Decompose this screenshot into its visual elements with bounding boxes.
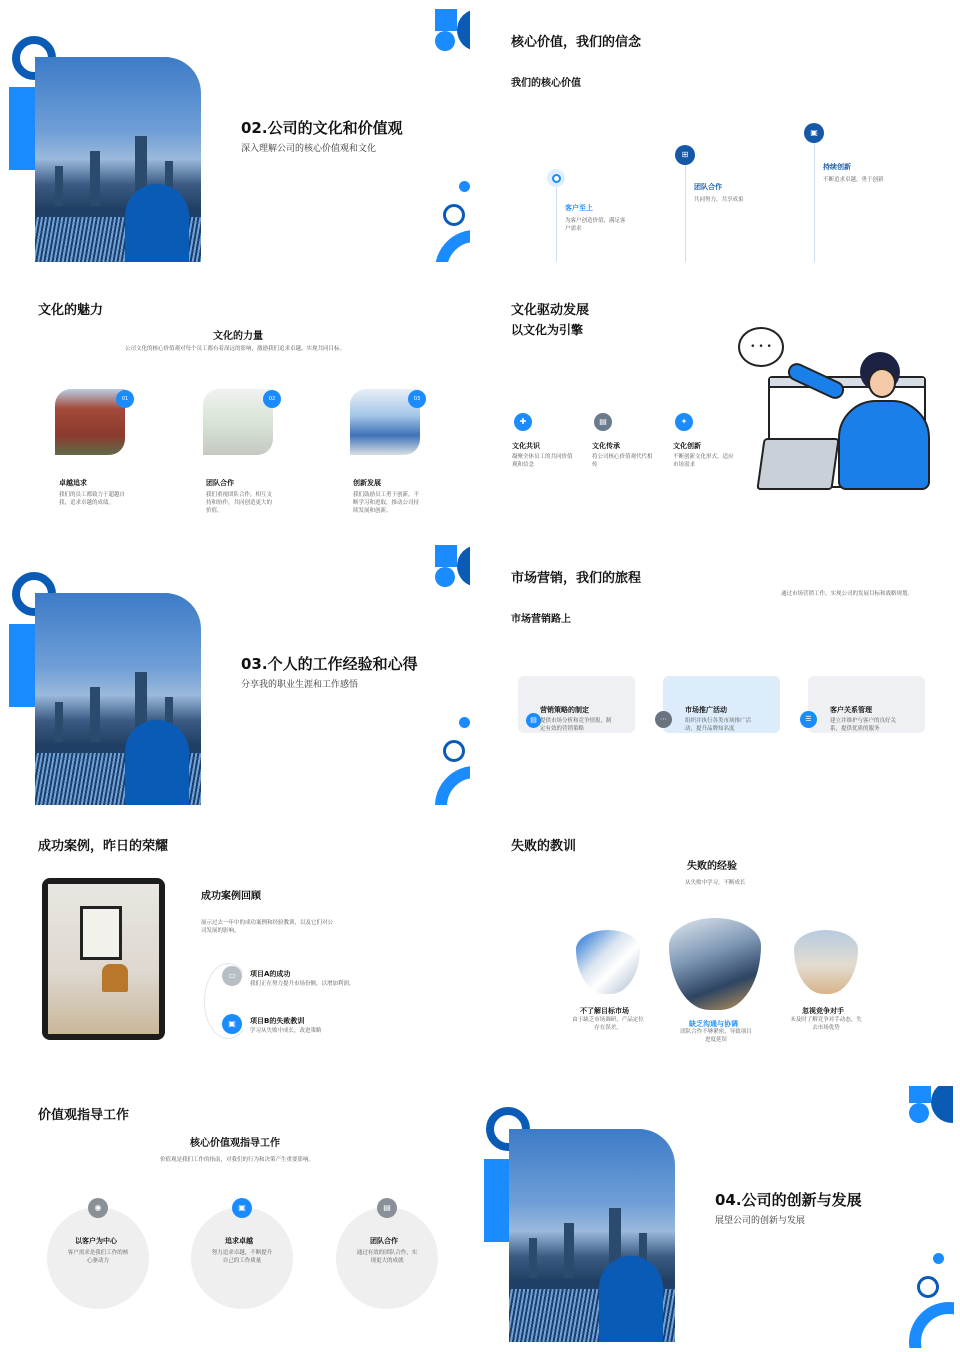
section-intro: 展示过去一年中的成功案例和经验教训，以及它们对公司发展的影响。 [201,920,334,934]
section-heading: 核心价值观指导工作 [190,1138,280,1149]
section-title: 03.个人的工作经验和心得 [241,655,418,673]
value-desc: 不断追求卓越，勇于创新 [823,177,884,183]
lesson-label: 不了解目标市场 [580,1007,629,1015]
card-label: 市场推广活动 [685,706,727,714]
section-subtitle: 深入理解公司的核心价值观和文化 [241,144,377,154]
value-label: 团队合作 [694,183,722,191]
section-intro: 公司文化的核心价值观对每个员工都有着深远的影响，激励我们追求卓越，实现共同目标。 [125,346,346,352]
dot-decor [459,181,470,192]
dot-decor [459,717,470,728]
slide-title: 失败的教训 [511,839,577,854]
value-desc: 通过有效的团队合作，实现更大的成就 [356,1250,418,1264]
section-title: 02.公司的文化和价值观 [241,119,403,137]
harbor-photo [794,930,858,994]
item-label: 文化传承 [592,442,620,450]
image-icon: ▣ [232,1198,252,1218]
value-label: 追求卓越 [225,1237,253,1245]
item-desc: 我们鼓励员工勇于创新，不断学习和进取，推动公司持续发展和创新。 [353,492,420,514]
slide-section-02[interactable] [0,0,470,262]
square-decor [435,9,457,31]
section-subtitle: 展望公司的创新与发展 [715,1216,806,1226]
value-desc: 为客户创造价值，满足客户需求 [565,218,626,232]
item-desc: 我们的员工都致力于超越自我，追求卓越的成绩。 [59,492,126,506]
number-badge: 03 [408,390,426,408]
building-photo [576,930,640,994]
case-desc: 我们正在努力提升市场份额，以增加利润。 [250,981,355,987]
people-icon: ☰ [800,711,817,728]
ring-small-decor [443,740,465,762]
slide-culture-charm[interactable] [0,272,470,534]
item-label: 卓越追求 [59,479,87,487]
slide-culture-drive[interactable] [484,272,954,534]
slide-core-values[interactable] [484,0,954,262]
section-intro: 从失败中学习，不断成长 [685,880,746,886]
slide-section-03[interactable] [0,543,470,805]
lightbulb-icon: ✦ [675,413,693,431]
image-icon: ▣ [804,123,824,143]
person-illustration [834,352,934,492]
case-label: 项目B的失败教训 [250,1017,305,1025]
section-subtitle: 分享我的职业生涯和工作感悟 [241,680,359,690]
blue-bar-decor [484,1159,512,1242]
lesson-desc: 由于缺乏市场调研，产品定位存在误差。 [572,1017,644,1031]
slide-title: 价值观指导工作 [38,1108,130,1123]
item-desc: 不断创新文化形式，适应市场需求 [673,454,734,468]
value-label: 以客户为中心 [75,1237,117,1245]
chat-icon: ⋯ [655,711,672,728]
section-title: 04.公司的创新与发展 [715,1191,862,1209]
slide-section-04[interactable] [484,1086,954,1348]
item-label: 文化创新 [673,442,701,450]
number-badge: 01 [116,390,134,408]
section-heading: 文化的力量 [213,331,263,342]
slide-subtitle: 以文化为引擎 [511,323,584,337]
card-label: 营销策略的制定 [540,706,589,714]
slide-title: 文化驱动发展 [511,303,590,318]
lesson-desc: 未及时了解竞争对手动态，失去市场优势 [790,1017,862,1031]
slide-subtitle: 我们的核心价值 [511,78,581,89]
slide-subtitle: 市场营销路上 [511,614,571,625]
document-icon: ▤ [377,1198,397,1218]
dot-decor [933,1253,944,1264]
square-decor [909,1086,931,1103]
slide-marketing[interactable] [484,543,954,805]
value-label: 团队合作 [370,1237,398,1245]
target-icon [547,169,565,187]
slide-success-cases[interactable] [0,815,470,1077]
slide-values-guide[interactable] [0,1086,470,1348]
value-desc: 共同努力，共享成果 [694,197,744,203]
slide-failure-lessons[interactable] [484,815,954,1077]
blue-bar-decor [9,87,37,170]
value-label: 客户至上 [565,204,593,212]
tablet-photo-frame [42,878,165,1040]
speech-bubble-icon: • • • [738,327,784,367]
slide-title: 成功案例，昨日的荣耀 [38,839,169,854]
slide-title: 文化的魅力 [38,303,104,318]
lesson-label: 忽视竞争对手 [802,1007,844,1015]
item-desc: 我们重视团队合作，相互支持和协作，共同创造更大的价值。 [206,492,273,514]
card-desc: 组织并执行各类市场推广活动，提升品牌知名度 [685,718,752,732]
value-label: 持续创新 [823,163,851,171]
lesson-desc: 团队合作不够紧密，导致项目进度延误 [680,1029,752,1043]
slide-title: 市场营销，我们的旅程 [511,571,642,586]
item-desc: 凝聚全体员工的共同价值观和信念 [512,454,573,468]
section-heading: 失败的经验 [687,861,737,872]
chat-icon: ▭ [222,966,242,986]
slide-note: 通过市场营销工作，实现公司的发展目标和战略规划。 [781,591,914,597]
network-icon: ⊞ [675,145,695,165]
ring-small-decor [443,204,465,226]
target-icon: ◉ [88,1198,108,1218]
laptop-illustration [756,438,839,490]
case-desc: 学习从失败中成长，改进策略 [250,1028,322,1034]
document-icon: ▤ [594,413,612,431]
card-desc: 建立并维护与客户的良好关系，提供优质的服务 [830,718,897,732]
item-label: 创新发展 [353,479,381,487]
section-heading: 成功案例回顾 [201,891,261,902]
item-desc: 将公司核心价值观代代相传 [592,454,653,468]
lesson-label: 缺乏沟通与协调 [689,1020,738,1028]
skyscraper-photo [669,918,761,1010]
city-skyline-image [35,57,201,262]
building-photo [55,389,125,455]
section-intro: 价值观是我们工作的指南，对我们的行为和决策产生重要影响。 [160,1157,315,1163]
card-label: 客户关系管理 [830,706,872,714]
item-label: 文化共识 [512,442,540,450]
value-desc: 努力追求卓越，不断提升自己的工作质量 [211,1250,273,1264]
item-label: 团队合作 [206,479,234,487]
case-label: 项目A的成功 [250,970,291,978]
image-icon: ▣ [222,1014,242,1034]
value-desc: 客户需求是我们工作的核心驱动力 [67,1250,129,1264]
handshake-icon: ✚ [514,413,532,431]
square-decor [435,545,457,567]
city-skyline-image [35,593,201,805]
blue-bar-decor [9,624,37,707]
city-skyline-image [509,1129,675,1342]
slide-title: 核心价值，我们的信念 [511,35,642,50]
ring-small-decor [917,1276,939,1298]
number-badge: 02 [263,390,281,408]
card-desc: 提供市场分析和竞争情报，制定有效的营销策略 [540,718,612,732]
document-icon: ▤ [526,713,541,728]
